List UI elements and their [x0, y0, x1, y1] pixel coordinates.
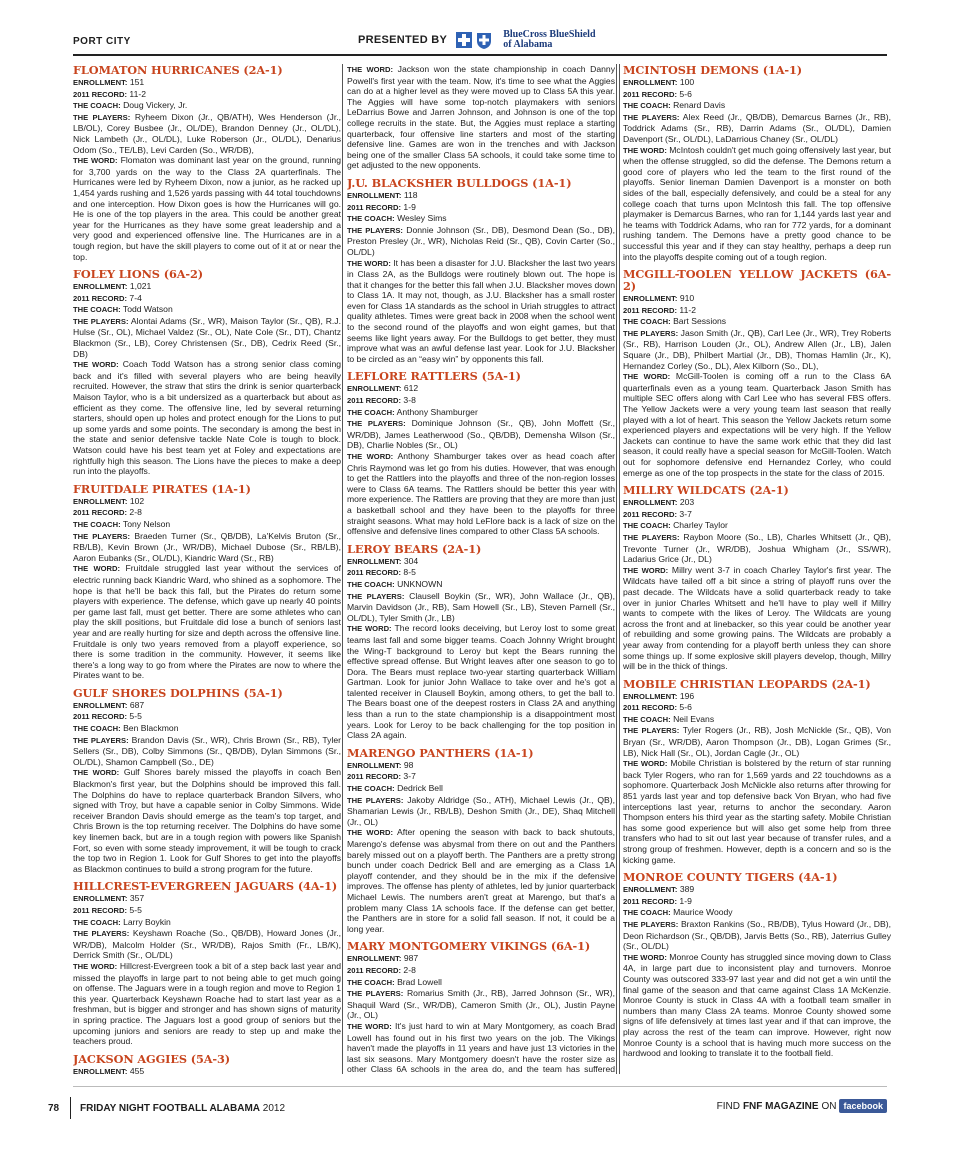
- team-enrollment: ENROLLMENT: 910: [623, 293, 695, 304]
- team-entry: [73, 880, 341, 1046]
- footer-rule: [73, 1086, 887, 1087]
- team-coach: THE COACH: Wesley Sims: [347, 213, 447, 224]
- team-record: 2011 RECORD: 5-6: [623, 88, 692, 99]
- team-enrollment: ENROLLMENT: 196: [623, 690, 695, 701]
- team-coach: THE COACH: Larry Boykin: [73, 916, 171, 927]
- magazine-title: FRIDAY NIGHT FOOTBALL ALABAMA 2012: [80, 1103, 286, 1114]
- team-coach: THE COACH: Todd Watson: [73, 304, 173, 315]
- team-entry: [347, 370, 615, 536]
- team-entry: [623, 678, 891, 866]
- team-writeup: THE WORD: Jackson won the state championship in coach Danny Powell's first year with the team. Now, it's time to see what the Aggies can do at a higher level as they were moved up to Class 5A this year. The Aggies will have some top-notch playmakers with seniors LeDarrius Bowe and Jarren Johnson, and Johnson is one of the top college recruits in the state. But, the Aggies must replace a starting quarterback, four offensive line starters and most of the starting defensive line. Games are won in the trenches and with Jackson being one of the smaller Class 5A schools, it could take some time to get adjusted to the new opponents.: [347, 64, 615, 171]
- team-name: FLOMATON HURRICANES (2A-1): [73, 64, 283, 77]
- team-writeup: THE WORD: Hillcrest-Evergreen took a bit of a step back last year and missed the playoffs in large part to not being able to get much going on offense. The Jaguars were in a tough region and move to Region 1 this year. Quarterback Keyshawn Roache had to start last year as a freshman, but is bigger and stronger and has shown signs of maturity in spring practice. The Jaguars lost a good group of seniors but the upcoming juniors and seniors are ready to step up and make the teachers proud.: [73, 960, 341, 1047]
- column-divider: [619, 64, 620, 1074]
- team-enrollment: ENROLLMENT: 98: [347, 759, 414, 770]
- team-entry: [623, 268, 891, 478]
- team-coach: THE COACH: Charley Taylor: [623, 520, 728, 531]
- team-entry: [623, 64, 891, 262]
- team-enrollment: ENROLLMENT: 357: [73, 893, 145, 904]
- sponsor-name: BlueCross BlueShield of Alabama: [503, 29, 596, 50]
- team-entry: [73, 268, 341, 477]
- team-writeup: THE WORD: After opening the season with back to back shutouts, Marengo's defense was abysmal from there on out and the Panthers barely missed out on a playoff berth. The Panthers are a pretty strong bunch under coach Dedrick Bell and are emerging as a Class 1A playoff contender, and they should be in the mix if the defensive improves. The offense has plenty of athletes, led by junior quarterback Michael Lewis. The numbers aren't great at Marengo, but that's a problem many Class 1A schools face. If the defense can get better, the Panthers are in store for a solid fall season. If not, it could be a long year.: [347, 827, 615, 934]
- team-record: 2011 RECORD: 1-9: [347, 201, 416, 212]
- team-record: 2011 RECORD: 2-8: [347, 964, 416, 975]
- team-entry: [73, 687, 341, 875]
- team-writeup: THE WORD: McGill-Toolen is coming off a run to the Class 6A quarterfinals even as a young team. Quarterback Jason Smith has multiple SEC offers along with Carl Lee who has several FBS offers. The Yellow Jackets were a very young team last season that really played with a lot of heart. This season the Yellow Jackets return some experienced players and expectations will be very high. If the Yellow Jackets can continue to have the same work ethic that they did last season, it could really have a special season for McGill-Toolen. Watch out for sophomore defensive end Hernandez Corley, who could emerge as one of the top prospects in the state for the class of 2015.: [623, 371, 891, 478]
- team-record: 2011 RECORD: 2-8: [73, 507, 142, 518]
- team-entry: [347, 64, 615, 171]
- team-writeup: THE WORD: Gulf Shores barely missed the playoffs in coach Ben Blackmon's first year, but the Dolphins should be improved this fall. The Dolphins do have to replace quarterback Brandon Silvers, who signed with Troy, but have a capable senior in Colby Simmons. Wide receiver Brandon Davis should emerge as the team's top target, and Chris Brown is the top returning receiver. The Dolphins do have some key linemen back, but are in a tough region with powers like Spanish Fort, so even with some steady improvement, it will be tough to crack the top two in Region 1. Look for Gulf Shores to get into the playoffs as Blackmon continues to build a strong program for the future.: [73, 767, 341, 874]
- team-enrollment: ENROLLMENT: 455: [73, 1065, 145, 1074]
- team-enrollment: ENROLLMENT: 987: [347, 953, 419, 964]
- team-coach: THE COACH: Renard Davis: [623, 100, 726, 111]
- header-rule: [73, 54, 887, 56]
- team-writeup: THE WORD: McIntosh couldn't get much going offensively last year, but when the offense struggled, so did the defense. The Demons return a good core of players who led the team to the first round of the playoffs. Senior lineman Damien Davenport is a monster on both sides of the ball, especially defensively, and could be a steal for any college coach that turns upon McIntosh this fall. The top offensive playmaker is Demarcus Barnes, who ran for 1,144 yards last year and he teams with Toddrick Adams, who ran for 772 yards, for a dominant rushing tandem. The Demons have a pretty good chance to be successful this year and if they can stay healthy, perhaps a deep run into the playoffs despite coming out of a tough region.: [623, 144, 891, 262]
- team-name: FRUITDALE PIRATES (1A-1): [73, 481, 251, 496]
- team-name: LEFLORE RATTLERS (5A-1): [347, 369, 521, 384]
- team-writeup: THE WORD: Coach Todd Watson has a strong senior class coming back and it's filled with several players who are being heavily recruited. However, the straw that stirs the drink is senior quarterback Maison Taylor, who is a bit undersized as a quarterback but about as efficient as they come. The offensive line, led by several returning starters, should open up holes and protect enough for the Lions to put up some yards and some points. The secondary is among the best in the state and senior defensive tackle Nate Cole is tough to block. Watson could have his best team yet at Foley and expectations are rightfully high this season. The Lions have the pieces to make a deep run into the playoffs.: [73, 359, 341, 477]
- section-label: PORT CITY: [73, 36, 131, 47]
- team-players: THE PLAYERS: Alontai Adams (Sr., WR), Maison Taylor (Sr., QB), R.J. Hulse (Sr., OL), Michael Valdez (Sr., OL), Nate Cole (Sr., DT), Chantz Blackmon (Sr., LB), Corey Christensen (Sr., DB), Cedrix Reed (Sr., DB): [73, 315, 341, 359]
- team-enrollment: ENROLLMENT: 389: [623, 884, 695, 895]
- team-writeup: THE WORD: Mobile Christian is bolstered by the return of star running back Tyler Rogers, who ran for 1,569 yards and 22 touchdowns as a sophomore. Quarterback Josh McNickle also returns after throwing for 851 yards last year and top defensive back Von Bryan, who had five interceptions last year, returns to anchor the secondary. Aaron Thompson enters his third year as the starting safety. Mobile Christian has some good experience but will also get some help from three transfers who had to sit out last year because of transfer rules, and a strong group of freshmen. However, depth is a concern and so is the kicking game.: [623, 758, 891, 865]
- team-entry: [347, 940, 615, 1074]
- page-number: 78: [48, 1103, 60, 1114]
- team-players: THE PLAYERS: Dominique Johnson (Sr., QB), John Moffett (Sr., WR/DB), James Leatherwood (So., QB/DB), Demensha Wilson (Sr., DB), Charlie Nobles (Sr., OL): [347, 418, 615, 451]
- team-enrollment: ENROLLMENT: 612: [347, 383, 419, 394]
- column-1: [73, 64, 341, 1074]
- team-players: THE PLAYERS: Raybon Moore (So., LB), Charles Whitsett (Jr., QB), Trevonte Turner (Jr., WR/DB), Joshua Whigham (Jr., SS/WR), Ladarius Grice (Jr., DL): [623, 531, 891, 565]
- team-players: THE PLAYERS: Jakoby Aldridge (So., ATH), Michael Lewis (Jr., QB), Shamarian Lewis (Jr., RB/LB), Deshon Smith (Jr., DE), Shaq Mitchell (Jr., OL): [347, 794, 615, 827]
- footer-divider: [70, 1097, 71, 1119]
- team-players: THE PLAYERS: Braxton Rankins (So., RB/DB), Tylus Howard (Jr., DB), Deon Richardson (Sr., QB/DB), Jarvis Betts (So., RB), Jaterrius Gulley (Sr., OL/DL): [623, 918, 891, 952]
- team-enrollment: ENROLLMENT: 304: [347, 555, 419, 566]
- team-players: THE PLAYERS: Donnie Johnson (Sr., DB), Desmond Dean (So., DB), Preston Presley (Jr., WR), Nicholas Reid (Sr., QB), Covin Carter (So., OL/DL): [347, 224, 615, 257]
- team-name: FOLEY LIONS (6A-2): [73, 267, 203, 282]
- team-coach: THE COACH: Ben Blackmon: [73, 723, 179, 734]
- team-writeup: THE WORD: Millry went 3-7 in coach Charley Taylor's first year. The Wildcats have tailed off a bit since a string of playoff runs over the past decade. The Wildcats have a solid quarterback ready to take over in junior Charles Whitsett and he'll have to play well if Millry wants to compete with the likes of Leroy. The Wildcats are young across the front and at linebacker, so this year could be another year of rebuilding and some growing pains. The Wildcats are probably a year away from contending for a playoff berth unless they can shore some things up. If some explosive skill players develop, though, Millry will be in the thick of things.: [623, 564, 891, 672]
- team-record: 2011 RECORD: 11-2: [73, 88, 146, 99]
- team-writeup: THE WORD: The record looks deceiving, but Leroy lost to some great teams last fall and some bigger teams. Coach Johnny Wright brought the Wing-T background to Leroy but kept the Bears running the effective spread offense. But Wright leaves after one season to go to Dora. The Bears must replace two-year starting quarterback William Gartman. Look for junior John Wallace to take over and he's got a talented receiver in Clausell Boykin, among others, to get the ball to. The Bears boast one of the deepest rosters in Class 2A and anything less than a run to the state championship is a disappointment most years. Look for Leroy to be back challenging for the top position in Class 2A again.: [347, 623, 615, 741]
- team-record: 2011 RECORD: 1-9: [623, 895, 692, 906]
- team-entry: [623, 484, 891, 672]
- team-name: MARY MONTGOMERY VIKINGS (6A-1): [347, 939, 591, 954]
- team-name: GULF SHORES DOLPHINS (5A-1): [73, 685, 283, 700]
- team-coach: THE COACH: Anthony Shamburger: [347, 406, 478, 417]
- team-players: THE PLAYERS: Braeden Turner (Sr., QB/DB), La'Kelvis Bruton (Sr., RB/LB), Kevin Brown (Jr., WR/DB), Michael Dubose (Sr., RB/LB), Aaron Eubanks (Sr., OL/DL), Kiandric Ward (Sr., RB): [73, 530, 341, 563]
- team-name: LEROY BEARS (2A-1): [347, 541, 482, 556]
- team-name: MCINTOSH DEMONS (1A-1): [623, 64, 802, 77]
- team-name: MILLRY WILDCATS (2A-1): [623, 483, 789, 498]
- team-enrollment: ENROLLMENT: 100: [623, 77, 695, 87]
- team-name: MOBILE CHRISTIAN LEOPARDS (2A-1): [623, 676, 871, 691]
- team-players: THE PLAYERS: Jason Smith (Jr., QB), Carl Lee (Jr., WR), Trey Roberts (Sr., RB), Harrison Louden (Jr., OL), Andrew Allen (Jr., LB), Jalen Square (Jr., DB), Philbert Martial (Jr., DB), Thomas Hamlin (Jr., K), Hernandez Corley (So., DL), Alex Kilborn (So., DL),: [623, 327, 891, 371]
- team-record: 2011 RECORD: 3-8: [347, 395, 416, 406]
- team-players: THE PLAYERS: Romarius Smith (Jr., RB), Jarred Johnson (Sr., WR), Shaquil Ward (Sr., WR/DB), Cameron Smith (Jr., OL), Justin Payne (Jr., OL): [347, 988, 615, 1021]
- team-writeup: THE WORD: It's just hard to win at Mary Montgomery, as coach Brad Lowell has found out in his first two years on the job. The Vikings haven't made the playoffs in 11 years and have just 13 victories in the last six seasons. Mary Montgomery doesn't have the roster size as other Class 6A schools in the area do, and the team has suffered: [347, 1020, 615, 1074]
- bcbs-logo-icon: [455, 30, 495, 50]
- team-coach: THE COACH: Brad Lowell: [347, 976, 442, 987]
- column-3: [623, 64, 891, 1074]
- team-players: THE PLAYERS: Alex Reed (Jr., QB/DB), Demarcus Barnes (Jr., RB), Toddrick Adams (Sr., RB), Darrin Adams (Sr., OL/DL), Damien Davenport (Sr., OL/DL), LaDarrious Chaney (Sr., OL/DL): [623, 111, 891, 144]
- column-divider: [342, 64, 343, 1074]
- team-coach: THE COACH: Bart Sessions: [623, 316, 727, 327]
- team-coach: THE COACH: UNKNOWN: [347, 578, 443, 589]
- team-enrollment: ENROLLMENT: 203: [623, 497, 695, 508]
- facebook-callout: FIND FNF MAGAZINE ON facebook: [717, 1099, 887, 1113]
- team-coach: THE COACH: Dedrick Bell: [347, 783, 443, 794]
- team-name: MONROE COUNTY TIGERS (4A-1): [623, 870, 838, 885]
- team-enrollment: ENROLLMENT: 687: [73, 699, 145, 710]
- team-entry: [73, 483, 341, 681]
- team-enrollment: ENROLLMENT: 118: [347, 189, 418, 200]
- team-players: THE PLAYERS: Keyshawn Roache (So., QB/DB), Howard Jones (Jr., WR/DB), Malcolm Holder (Sr., WR/DB), Rajos Smith (Fr., LB/K), Derrick Smith (Sr., OL/DL): [73, 928, 341, 961]
- column-divider: [616, 64, 617, 1074]
- team-entry: [73, 1053, 341, 1074]
- team-players: THE PLAYERS: Tyler Rogers (Jr., RB), Josh McNickle (Sr., QB), Von Bryan (Sr., WR/DB), Aaron Thompson (Jr., DB), Logan Grimes (Sr., LB), Nick Hall (Sr., OL), Jordan Cagle (Jr., OL): [623, 725, 891, 758]
- team-record: 2011 RECORD: 5-5: [73, 904, 142, 915]
- team-entry: [623, 871, 891, 1059]
- team-name: J.U. BLACKSHER BULLDOGS (1A-1): [347, 175, 572, 190]
- team-enrollment: ENROLLMENT: 151: [73, 77, 145, 87]
- team-record: 2011 RECORD: 3-7: [347, 771, 416, 782]
- team-coach: THE COACH: Doug Vickery, Jr.: [73, 100, 188, 111]
- team-coach: THE COACH: Tony Nelson: [73, 518, 171, 529]
- team-record: 2011 RECORD: 11-2: [623, 304, 696, 315]
- team-record: 2011 RECORD: 5-6: [623, 702, 692, 713]
- team-players: THE PLAYERS: Clausell Boykin (Sr., WR), John Wallace (Jr., QB), Marvin Davidson (Jr., RB), Sam Howell (Sr., LB), Steven Parnell (Sr., OL/DL), Tyler Smith (Jr., LB): [347, 590, 615, 623]
- team-enrollment: ENROLLMENT: 1,021: [73, 281, 152, 292]
- sponsor-banner: [358, 30, 596, 50]
- team-coach: THE COACH: Maurice Woody: [623, 907, 733, 918]
- team-record: 2011 RECORD: 7-4: [73, 292, 142, 303]
- presented-by-label: PRESENTED BY: [358, 34, 448, 46]
- team-enrollment: ENROLLMENT: 102: [73, 495, 145, 506]
- team-name: MCGILL-TOOLEN YELLOW JACKETS (6A-2): [623, 267, 891, 294]
- team-writeup: THE WORD: Anthony Shamburger takes over as head coach after Chris Raymond was let go from his duties. However, that was enough to get the Rattlers into the playoffs and three of the non-region losses were to Class 6A teams. The Rattlers should be better this year with more experience. The Rattlers are proving that they are more than just a basketball school and they have been to the playoffs for three straight seasons. What may hold LeFlore back is a lack of size on the offensive and defensive lines compared to other Class 5A schools.: [347, 451, 615, 537]
- column-2: [347, 64, 615, 1074]
- facebook-logo-icon: facebook: [839, 1099, 887, 1113]
- team-entry: [73, 64, 341, 262]
- team-name: HILLCREST-EVERGREEN JAGUARS (4A-1): [73, 879, 338, 894]
- team-coach: THE COACH: Neil Evans: [623, 713, 715, 724]
- team-players: THE PLAYERS: Brandon Davis (Sr., WR), Chris Brown (Sr., RB), Tyler Sellers (Sr., DB), Colby Simmons (Sr., QB/DB), Dylan Simmons (Sr., OL/DL), Shamon Campbell (So., DE): [73, 734, 341, 767]
- team-players: THE PLAYERS: Ryheem Dixon (Jr., QB/ATH), Wes Henderson (Jr., LB/OL), Corey Busbee (Jr., OL/DE), Brandon Denney (Jr., OL/DL), Nick Lambeth (Jr., OL/DL), Luke Roberson (Jr., OL/DL), Denarius Odom (So., TE/LB), Levi Carden (So., WR/DB),: [73, 111, 341, 155]
- team-name: MARENGO PANTHERS (1A-1): [347, 745, 534, 760]
- team-writeup: THE WORD: It has been a disaster for J.U. Blacksher the last two years in Class 2A, as the Bulldogs were routinely blown out. The hope is that it changes for the better this fall when J.U. Blacksher moves down to Class 1A. It may not, though, as J.U. Blacksher has a small roster even for Class 1A standards as the school in Uriah struggles to attract quality athletes. Times were great back in 2008 when the school went to the second round of the playoffs and won eight games, but that seems like light years away. For the Bulldogs to get better, they must improve what was an awful defense last year. Look for J.U. Blacksher to be circled as an “easy win” by opponents this fall.: [347, 257, 615, 364]
- team-writeup: THE WORD: Flomaton was dominant last year on the ground, running for 3,700 yards on the way to the Class 2A quarterfinals. The Hurricanes were led by Ryheem Dixon, now a junior, as he racked up 1,454 yards rushing and 1,526 yards passing with 44 total touchdowns and one interception. How Dixon goes is how the Hurricanes will go. He is one of the top players in the area. This could be another great year for the Hurricanes as they have some great leadership and a very good and experienced offensive line. The Hurricanes are in a tough region, but have the skill players to come out of it at or near the top.: [73, 155, 341, 262]
- team-entry: [347, 543, 615, 741]
- team-name: JACKSON AGGIES (5A-3): [73, 1051, 230, 1066]
- team-record: 2011 RECORD: 5-5: [73, 711, 142, 722]
- team-entry: [347, 747, 615, 935]
- team-record: 2011 RECORD: 3-7: [623, 508, 692, 519]
- team-writeup: THE WORD: Monroe County has struggled since moving down to Class 4A, in large part due to inconsistent play and turnovers. Monroe County was outscored 333-97 last year and did not get a win until the final game of the season and that came against Class 1A McKenzie. Monroe County is stuck in Class 4A with a football team smaller in numbers than many Class 2A teams. Monroe County showed some signs of life defensively at times last year and if that can improve, the play across the rest of the team can improve. However, right now Monroe County is a school that is having much more success on the hardwood and looking to translate it to the football field.: [623, 951, 891, 1059]
- team-writeup: THE WORD: Fruitdale struggled last year without the services of electric running back Kiandric Ward, who shined as a sophomore. The hope is that he'll be back this fall, but the Pirates do return some players with experience. The defense, which gave up nearly 40 points per game last fall, must get better. There are some athletes who can play the skill positions, but Fruitdale did lose a bunch of seniors last year and are really hurting for size and depth across the offensive line. Fruitdale is only two years removed from a playoff experience, so there is some tradition in the community. However, it seems like there's a long way to go from where the Pirates are now to where the Pirates want to be.: [73, 563, 341, 681]
- team-entry: [347, 177, 615, 365]
- team-record: 2011 RECORD: 8-5: [347, 567, 416, 578]
